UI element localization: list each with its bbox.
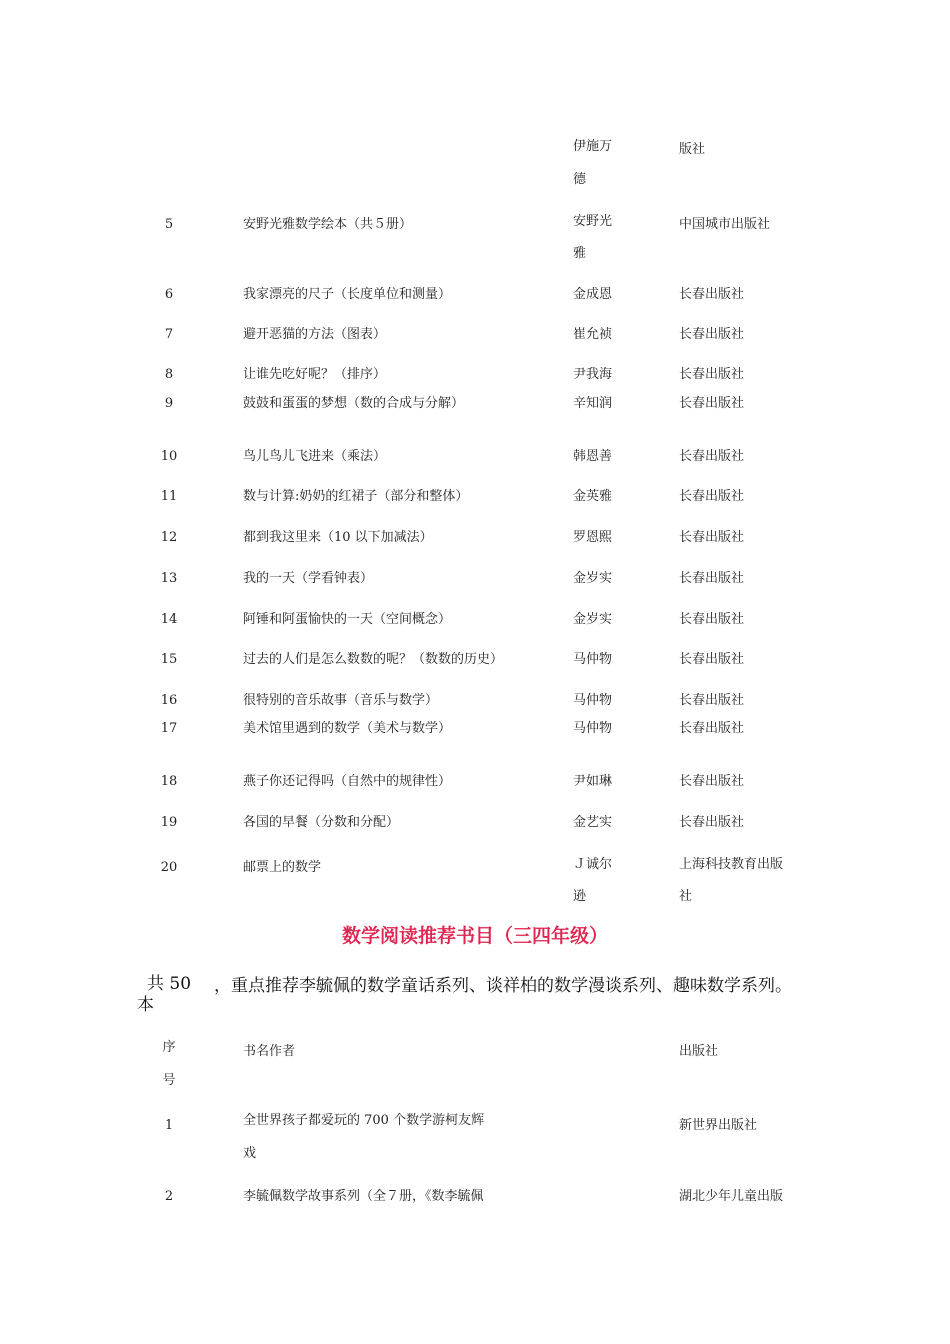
book-publisher: 长春出版社 bbox=[679, 327, 745, 342]
book-publisher-line2: 社 bbox=[679, 889, 693, 904]
header-number-line2: 号 bbox=[162, 1073, 176, 1088]
book-author: 金艺实 bbox=[573, 815, 613, 830]
book-author-line2: 雅 bbox=[573, 246, 587, 261]
book-author: Ｊ诚尔 bbox=[573, 857, 613, 872]
author-cell-continued-line1: 伊施万 bbox=[573, 139, 613, 154]
book-publisher: 长春出版社 bbox=[679, 652, 745, 667]
book-author: 金成恩 bbox=[573, 287, 613, 302]
intro-count: 共 50 bbox=[147, 974, 192, 994]
book-author: 崔允祯 bbox=[573, 327, 613, 342]
row-number: 7 bbox=[164, 327, 174, 342]
row-number: 9 bbox=[164, 396, 174, 411]
book-title: 很特别的音乐故事（音乐与数学） bbox=[243, 693, 439, 708]
row-number: 5 bbox=[164, 217, 174, 232]
book-title-author: 李毓佩数学故事系列（全７册，《数李毓佩 bbox=[243, 1189, 484, 1204]
row-number: 14 bbox=[160, 612, 178, 627]
row-number: 13 bbox=[160, 571, 178, 586]
book-author: 安野光 bbox=[573, 214, 613, 229]
book-publisher: 长春出版社 bbox=[679, 571, 745, 586]
book-publisher: 长春出版社 bbox=[679, 287, 745, 302]
book-publisher: 长春出版社 bbox=[679, 721, 745, 736]
book-title: 各国的早餐（分数和分配） bbox=[243, 815, 400, 830]
book-title: 都到我这里来（10 以下加减法） bbox=[243, 530, 433, 545]
book-publisher: 中国城市出版社 bbox=[679, 217, 771, 232]
book-publisher: 长春出版社 bbox=[679, 815, 745, 830]
row-number: 19 bbox=[160, 815, 178, 830]
book-publisher: 长春出版社 bbox=[679, 489, 745, 504]
book-publisher: 新世界出版社 bbox=[679, 1118, 758, 1133]
row-number: 11 bbox=[160, 489, 178, 504]
header-title-author: 书名作者 bbox=[243, 1044, 296, 1059]
row-number: 12 bbox=[160, 530, 178, 545]
book-title: 鼓鼓和蛋蛋的梦想（数的合成与分解） bbox=[243, 396, 465, 411]
book-author: 金岁实 bbox=[573, 571, 613, 586]
book-author: 金英雅 bbox=[573, 489, 613, 504]
book-title: 邮票上的数学 bbox=[243, 860, 322, 875]
book-title-author: 全世界孩子都爱玩的 700 个数学游柯友辉 bbox=[243, 1113, 485, 1128]
book-title: 我家漂亮的尺子（长度单位和测量） bbox=[243, 287, 452, 302]
book-author: 马仲物 bbox=[573, 721, 613, 736]
book-publisher: 湖北少年儿童出版 bbox=[679, 1189, 784, 1204]
book-title: 美术馆里遇到的数学（美术与数学） bbox=[243, 721, 452, 736]
book-title: 过去的人们是怎么数数的呢？（数数的历史） bbox=[243, 652, 504, 667]
row-number: 10 bbox=[160, 449, 178, 464]
header-publisher: 出版社 bbox=[679, 1044, 719, 1059]
book-publisher: 长春出版社 bbox=[679, 367, 745, 382]
book-author: 韩恩善 bbox=[573, 449, 613, 464]
book-publisher: 长春出版社 bbox=[679, 693, 745, 708]
book-title: 阿锤和阿蛋愉快的一天（空间概念） bbox=[243, 612, 452, 627]
row-number: 8 bbox=[164, 367, 174, 382]
book-title: 燕子你还记得吗（自然中的规律性） bbox=[243, 774, 452, 789]
row-number: 16 bbox=[160, 693, 178, 708]
row-number: 17 bbox=[160, 721, 178, 736]
row-number: 15 bbox=[160, 652, 178, 667]
book-publisher: 长春出版社 bbox=[679, 612, 745, 627]
book-publisher: 上海科技教育出版 bbox=[679, 857, 784, 872]
intro-unit: 本 bbox=[137, 995, 154, 1015]
header-number-line1: 序 bbox=[162, 1040, 176, 1055]
row-number: 1 bbox=[164, 1118, 174, 1133]
book-title: 数与计算:奶奶的红裙子（部分和整体） bbox=[243, 489, 469, 504]
row-number: 2 bbox=[164, 1189, 174, 1204]
row-number: 6 bbox=[164, 287, 174, 302]
book-publisher: 长春出版社 bbox=[679, 396, 745, 411]
publisher-cell-continued: 版社 bbox=[679, 142, 706, 157]
book-title-author-line2: 戏 bbox=[243, 1146, 257, 1161]
book-author: 罗恩熙 bbox=[573, 530, 613, 545]
row-number: 20 bbox=[160, 860, 178, 875]
section-heading: 数学阅读推荐书目（三四年级） bbox=[341, 925, 608, 947]
book-author: 尹我海 bbox=[573, 367, 613, 382]
row-number: 18 bbox=[160, 774, 178, 789]
book-publisher: 长春出版社 bbox=[679, 449, 745, 464]
book-author: 马仲物 bbox=[573, 693, 613, 708]
book-publisher: 长春出版社 bbox=[679, 774, 745, 789]
book-title: 鸟儿鸟儿飞进来（乘法） bbox=[243, 449, 387, 464]
intro-text: ，重点推荐李毓佩的数学童话系列、谈祥柏的数学漫谈系列、趣味数学系列。 bbox=[214, 976, 792, 996]
book-title: 避开恶猫的方法（图表） bbox=[243, 327, 387, 342]
book-title: 我的一天（学看钟表） bbox=[243, 571, 374, 586]
book-title: 让谁先吃好呢？（排序） bbox=[243, 367, 387, 382]
book-publisher: 长春出版社 bbox=[679, 530, 745, 545]
book-author: 马仲物 bbox=[573, 652, 613, 667]
book-title: 安野光雅数学绘本（共５册） bbox=[243, 217, 413, 232]
book-author: 金岁实 bbox=[573, 612, 613, 627]
book-author-line2: 逊 bbox=[573, 889, 587, 904]
book-author: 尹如琳 bbox=[573, 774, 613, 789]
book-author: 辛知润 bbox=[573, 396, 613, 411]
author-cell-continued-line2: 德 bbox=[573, 172, 587, 187]
